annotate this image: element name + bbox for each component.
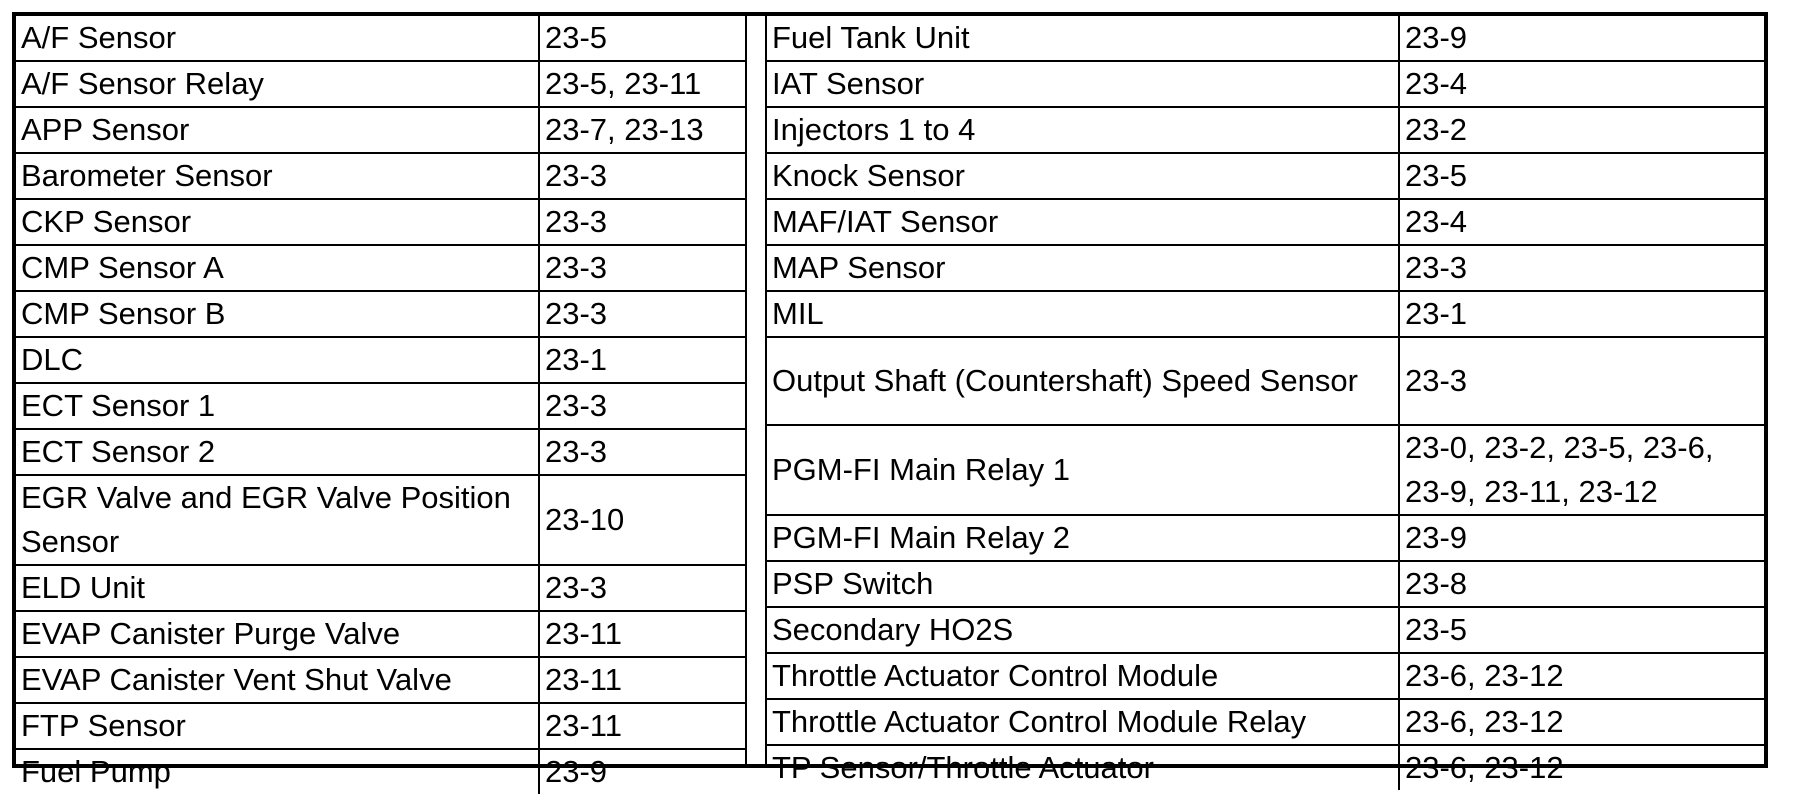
column-divider	[745, 16, 767, 764]
table-row	[16, 245, 745, 291]
page-ref: 23-6, 23-12	[1399, 653, 1764, 699]
table-row	[16, 749, 745, 794]
table-row	[16, 337, 745, 383]
table-row	[767, 337, 1764, 425]
page-ref: 23-0, 23-2, 23-5, 23-6, 23-9, 23-11, 23-12	[1399, 425, 1764, 515]
page-ref: 23-8	[1399, 561, 1764, 607]
page-ref: 23-6, 23-12	[1399, 745, 1764, 790]
component-name: APP Sensor	[16, 107, 539, 153]
table-row	[16, 703, 745, 749]
page-ref: 23-7, 23-13	[539, 107, 745, 153]
component-name: Fuel Tank Unit	[767, 16, 1399, 61]
component-name: A/F Sensor	[16, 16, 539, 61]
page-ref: 23-3	[539, 565, 745, 611]
component-name: Output Shaft (Countershaft) Speed Sensor	[767, 337, 1399, 425]
table-row	[767, 425, 1764, 515]
page-ref: 23-9	[1399, 515, 1764, 561]
page-ref: 23-3	[539, 291, 745, 337]
table-row	[767, 245, 1764, 291]
component-name: TP Sensor/Throttle Actuator	[767, 745, 1399, 790]
component-name: EVAP Canister Vent Shut Valve	[16, 657, 539, 703]
table-row	[767, 699, 1764, 745]
component-name: CMP Sensor A	[16, 245, 539, 291]
table-row	[767, 653, 1764, 699]
component-name: DLC	[16, 337, 539, 383]
index-table-frame	[12, 12, 1768, 789]
table-row	[767, 61, 1764, 107]
component-name: PSP Switch	[767, 561, 1399, 607]
component-name: MAP Sensor	[767, 245, 1399, 291]
page-ref: 23-11	[539, 657, 745, 703]
page-ref: 23-3	[539, 245, 745, 291]
table-row	[16, 429, 745, 475]
component-name: ELD Unit	[16, 565, 539, 611]
page-ref: 23-1	[1399, 291, 1764, 337]
table-row	[767, 107, 1764, 153]
page-ref: 23-10	[539, 475, 745, 565]
page-ref: 23-5	[539, 16, 745, 61]
table-row	[767, 16, 1764, 61]
right-index-table	[767, 16, 1764, 790]
page-ref: 23-4	[1399, 199, 1764, 245]
table-row	[767, 515, 1764, 561]
component-name: FTP Sensor	[16, 703, 539, 749]
page-ref: 23-9	[1399, 16, 1764, 61]
page-ref: 23-11	[539, 703, 745, 749]
component-name: PGM-FI Main Relay 1	[767, 425, 1399, 515]
page-ref: 23-5, 23-11	[539, 61, 745, 107]
table-row	[16, 291, 745, 337]
table-row	[767, 291, 1764, 337]
page-ref: 23-5	[1399, 153, 1764, 199]
component-name: Secondary HO2S	[767, 607, 1399, 653]
table-row	[767, 745, 1764, 790]
page-ref: 23-3	[539, 383, 745, 429]
page-ref: 23-3	[1399, 245, 1764, 291]
page-ref: 23-4	[1399, 61, 1764, 107]
component-name: CMP Sensor B	[16, 291, 539, 337]
component-name: Fuel Pump	[16, 749, 539, 794]
page-ref: 23-9	[539, 749, 745, 794]
component-name: IAT Sensor	[767, 61, 1399, 107]
table-row	[16, 199, 745, 245]
component-name: EGR Valve and EGR Valve Position Sensor	[16, 475, 539, 565]
component-name: MIL	[767, 291, 1399, 337]
page-ref: 23-2	[1399, 107, 1764, 153]
table-row	[767, 607, 1764, 653]
left-index-table	[16, 16, 745, 794]
table-row	[767, 153, 1764, 199]
page-ref: 23-3	[539, 153, 745, 199]
component-name: Knock Sensor	[767, 153, 1399, 199]
component-name: Injectors 1 to 4	[767, 107, 1399, 153]
table-row	[767, 199, 1764, 245]
table-row	[16, 61, 745, 107]
table-row	[16, 565, 745, 611]
component-name: A/F Sensor Relay	[16, 61, 539, 107]
table-row	[767, 561, 1764, 607]
page-ref: 23-6, 23-12	[1399, 699, 1764, 745]
component-name: Throttle Actuator Control Module Relay	[767, 699, 1399, 745]
page-ref: 23-1	[539, 337, 745, 383]
page-ref: 23-5	[1399, 607, 1764, 653]
table-row	[16, 611, 745, 657]
page-ref: 23-3	[539, 429, 745, 475]
component-name: Barometer Sensor	[16, 153, 539, 199]
component-name: CKP Sensor	[16, 199, 539, 245]
table-row	[16, 16, 745, 61]
table-row	[16, 107, 745, 153]
component-name: EVAP Canister Purge Valve	[16, 611, 539, 657]
component-name: Throttle Actuator Control Module	[767, 653, 1399, 699]
page-ref: 23-3	[539, 199, 745, 245]
component-name: ECT Sensor 1	[16, 383, 539, 429]
component-name: MAF/IAT Sensor	[767, 199, 1399, 245]
table-row	[16, 153, 745, 199]
table-row	[16, 657, 745, 703]
component-name: ECT Sensor 2	[16, 429, 539, 475]
page-ref: 23-11	[539, 611, 745, 657]
page-ref: 23-3	[1399, 337, 1764, 425]
table-row	[16, 475, 745, 565]
table-row	[16, 383, 745, 429]
component-name: PGM-FI Main Relay 2	[767, 515, 1399, 561]
